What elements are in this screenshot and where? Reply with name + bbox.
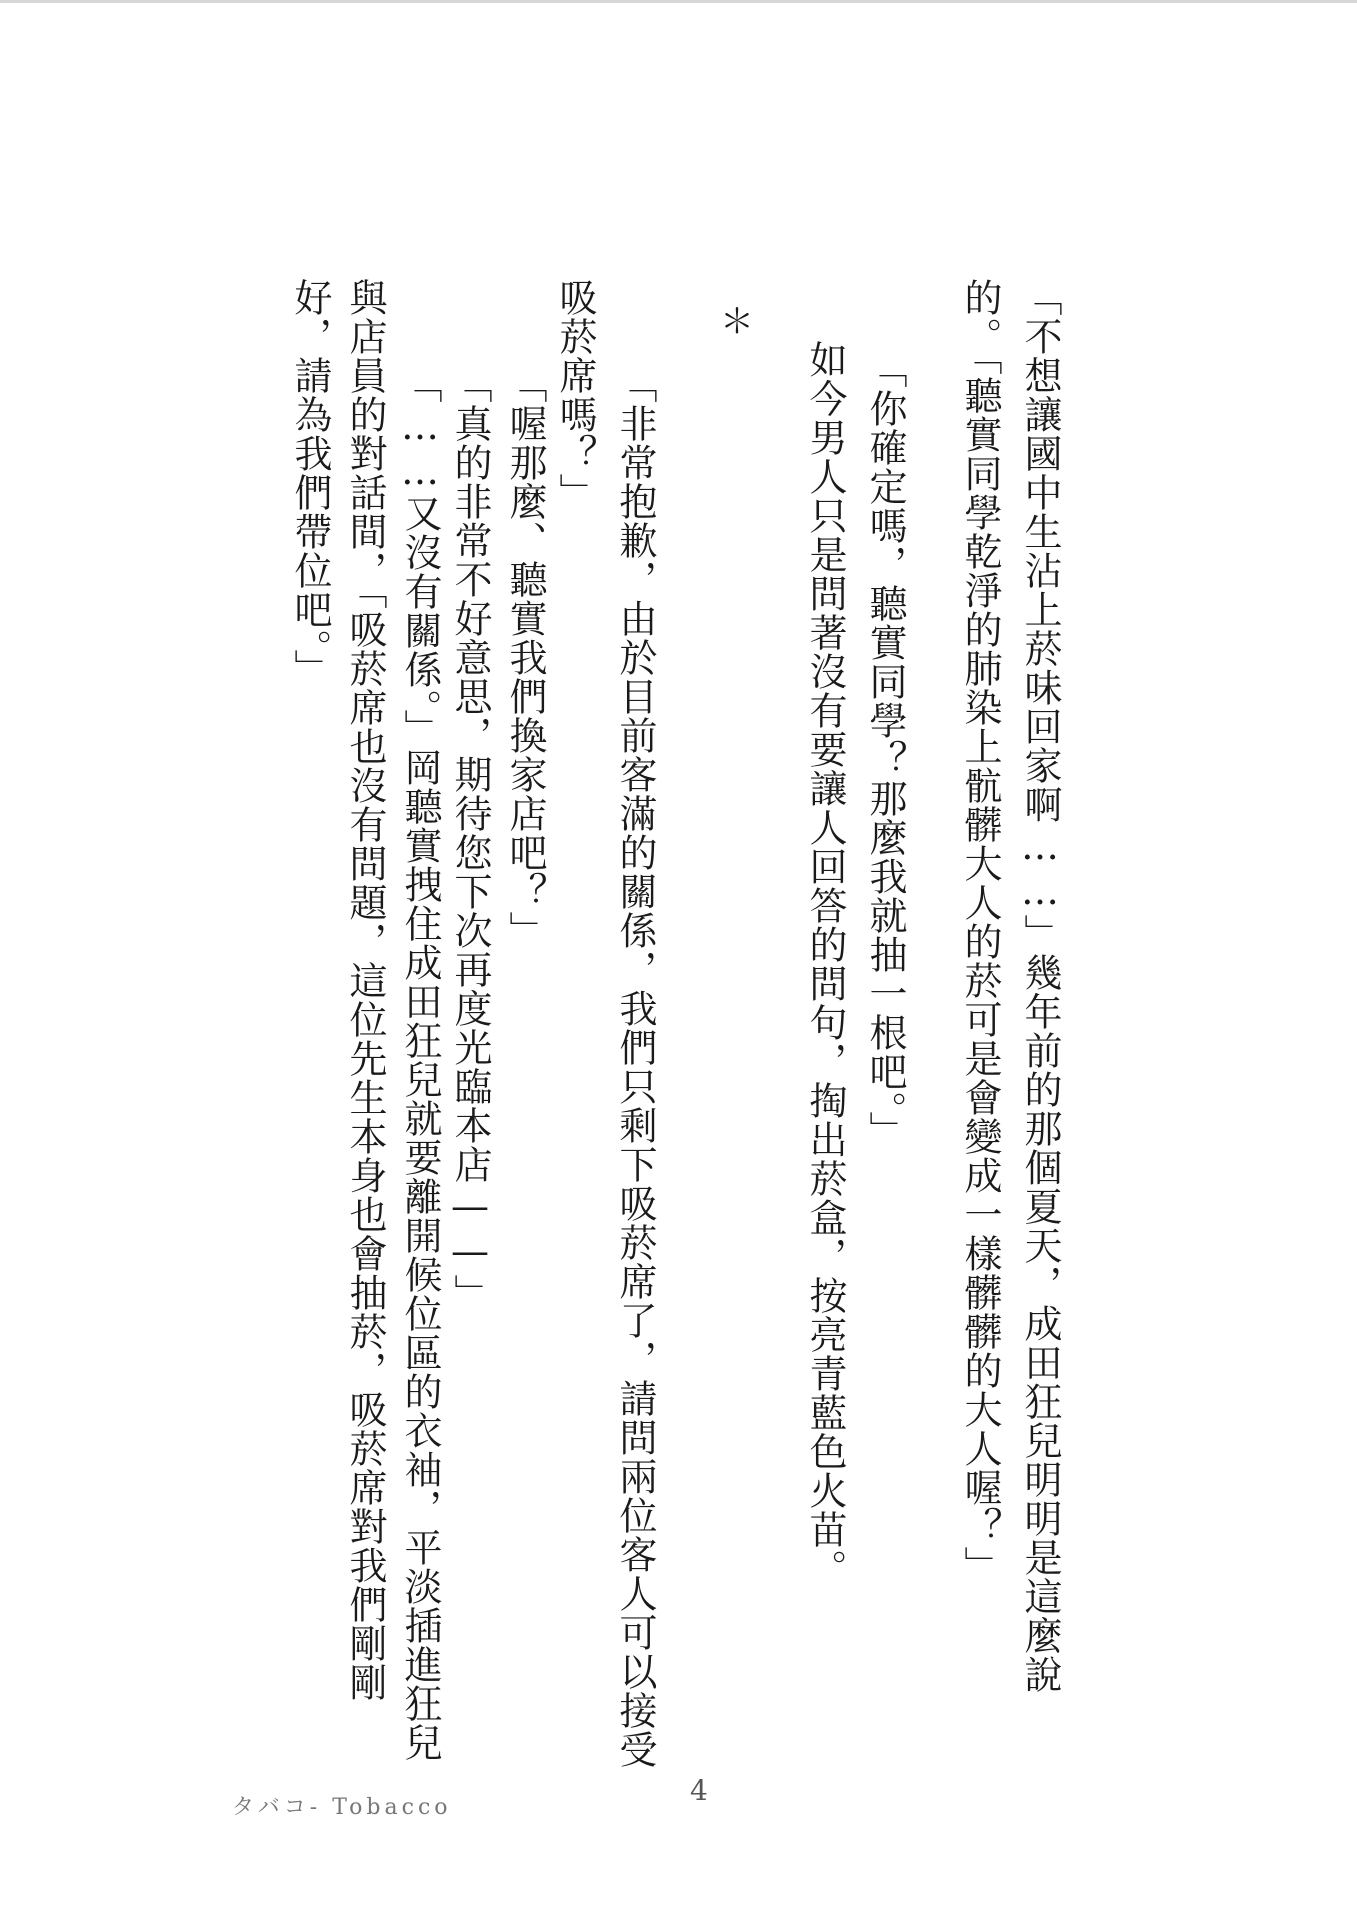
text-column-5: 「非常抱歉，由於目前客滿的關係，我們只剩下吸菸席了，請問兩位客人可以接受: [613, 365, 657, 1769]
text-column-7: 「喔那麼、聽實我們換家店吧？」: [503, 365, 547, 950]
text-column-2: 的。「聽實同學乾淨的肺染上骯髒大人的菸可是會變成一樣髒髒的大人喔？」: [958, 278, 1002, 1585]
text-column-9: 「……又沒有關係。」岡聽實拽住成田狂兒就要離開候位區的衣袖，平淡插進狂兒: [398, 365, 442, 1762]
text-column-11: 好，請為我們帶位吧。」: [288, 278, 332, 688]
text-column-6: 吸菸席嗎？」: [553, 278, 597, 512]
section-separator: ＊: [720, 302, 754, 342]
footer-book-title: タバコ- Tobacco: [232, 1795, 452, 1820]
top-border: [0, 0, 1357, 3]
text-column-4: 如今男人只是問著沒有要讓人回答的問句，掏出菸盒，按亮青藍色火苗。: [803, 340, 847, 1588]
text-column-1: 「不想讓國中生沾上菸味回家啊……」幾年前的那個夏天，成田狂兒明明是這麼說: [1018, 278, 1062, 1694]
text-column-3: 「你確定嗎，聽實同學？那麼我就抽一根吧。」: [863, 350, 907, 1150]
text-column-10: 與店員的對話間，「吸菸席也沒有問題，這位先生本身也會抽菸，吸菸席對我們剛剛: [343, 278, 387, 1702]
text-column-8: 「真的非常不好意思，期待您下次再度光臨本店——」: [448, 365, 492, 1313]
page-number: 4: [690, 1774, 708, 1807]
